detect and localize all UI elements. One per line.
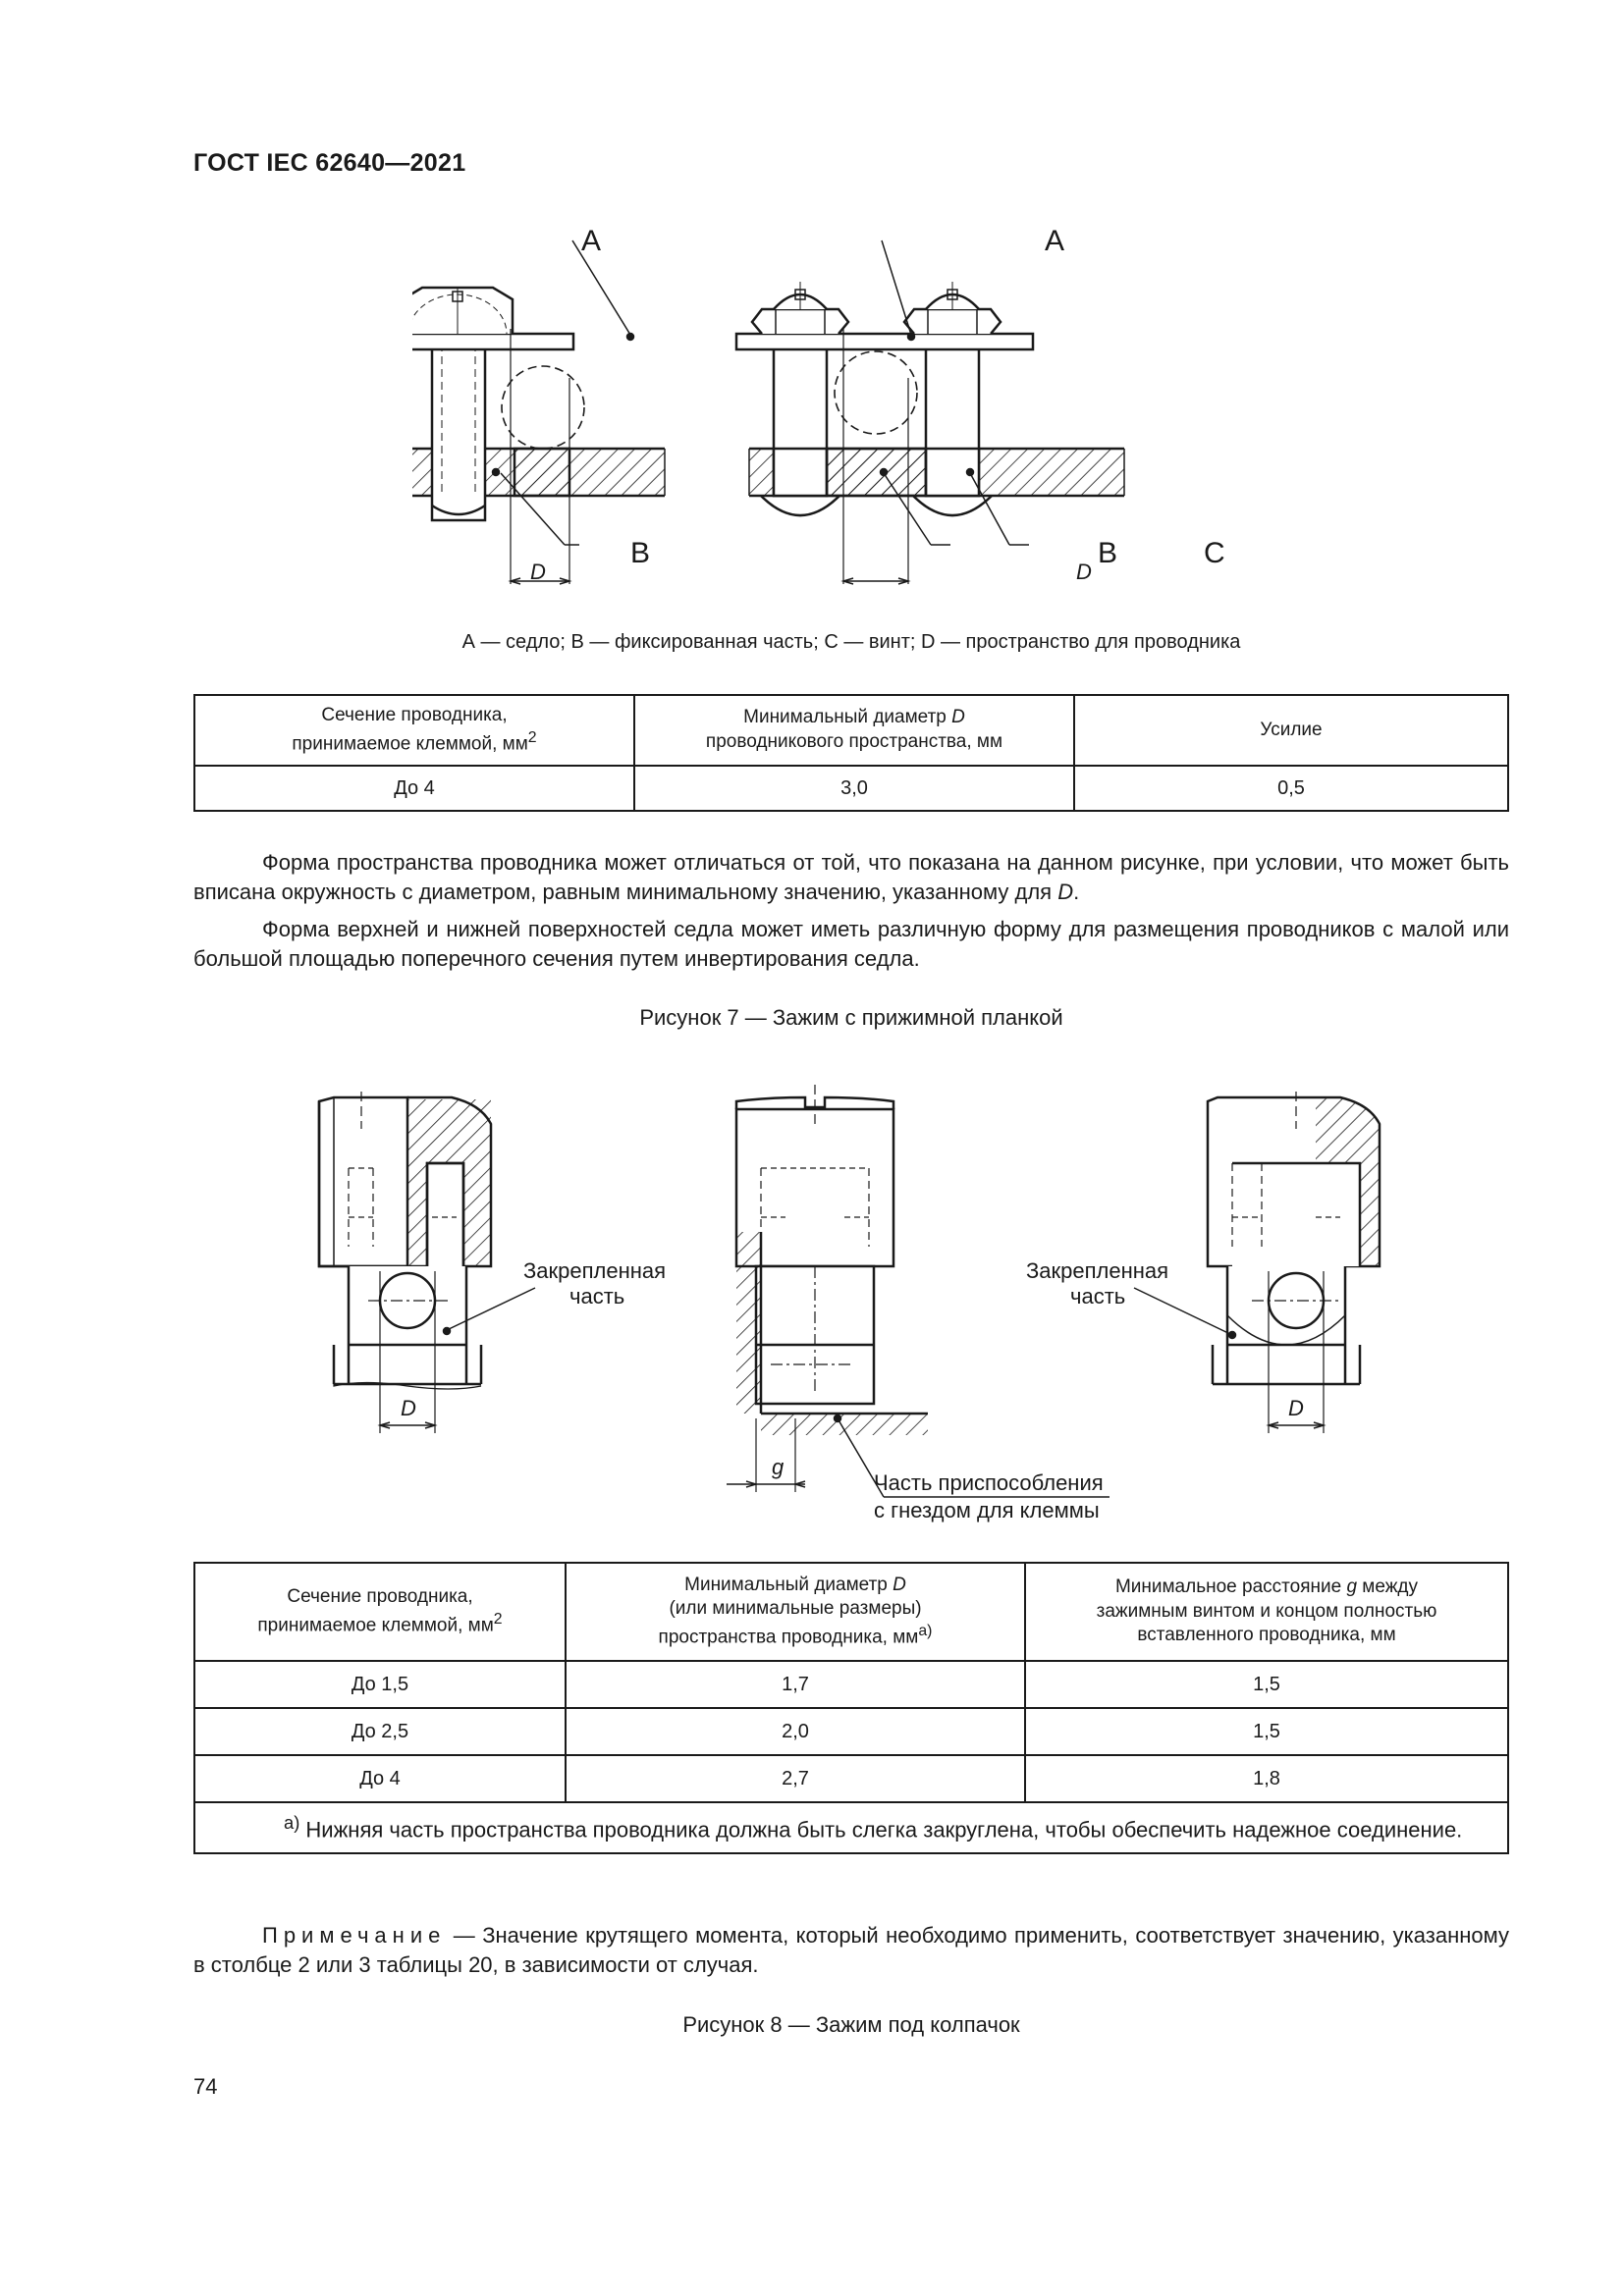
note-text: — Значение крутящего момента, который необходимо применить, соответствует значению, указанному в столбце 2 или 3 таблицы 20, в зависимости от случая. bbox=[193, 1923, 1509, 1977]
label-a-right: A bbox=[1045, 225, 1065, 257]
header-text: Минимальный диаметр bbox=[684, 1574, 893, 1595]
header-superscript: 2 bbox=[493, 1610, 503, 1628]
label-fixed-right-2: часть bbox=[1070, 1284, 1126, 1308]
header-text: проводникового пространства, мм bbox=[705, 731, 1003, 752]
label-fixed-right-1: Закрепленная bbox=[1026, 1258, 1169, 1283]
table-header-cell bbox=[1025, 1563, 1508, 1661]
label-a-left: A bbox=[581, 225, 602, 257]
header-text: между bbox=[1357, 1575, 1419, 1597]
header-text: принимаемое клеммой, мм bbox=[257, 1615, 494, 1636]
table-cell: 0,5 bbox=[1074, 766, 1508, 811]
note-label: Примечание bbox=[262, 1923, 447, 1948]
page-number: 74 bbox=[193, 2074, 218, 2099]
table-footnote bbox=[194, 1802, 1508, 1853]
label-fixed-left-2: часть bbox=[569, 1284, 625, 1308]
header-text: Усилие bbox=[1260, 719, 1323, 740]
table-row bbox=[194, 1661, 1508, 1708]
footnote-text: Нижняя часть пространства проводника должна быть слегка закруглена, чтобы обеспечить надежное соединение. bbox=[299, 1817, 1463, 1842]
label-c-right: C bbox=[1204, 537, 1225, 569]
table-header-row bbox=[194, 695, 1508, 766]
header-variable: g bbox=[1346, 1575, 1358, 1597]
table-cell: 1,7 bbox=[566, 1661, 1025, 1708]
table-cell: 2,0 bbox=[566, 1708, 1025, 1755]
header-text: Сечение проводника, bbox=[321, 705, 508, 726]
header-text: Сечение проводника, bbox=[287, 1586, 473, 1608]
paragraph-text: . bbox=[1073, 880, 1080, 904]
header-text: принимаемое клеммой, мм bbox=[292, 733, 528, 755]
clamp-drawing-fig8 bbox=[295, 1080, 1414, 1541]
label-socket-1: Часть приспособления bbox=[874, 1470, 1104, 1495]
table-cell: 1,8 bbox=[1025, 1755, 1508, 1802]
label-socket-2: с гнездом для клеммы bbox=[874, 1498, 1100, 1522]
header-variable: D bbox=[951, 707, 965, 728]
table-row bbox=[194, 1708, 1508, 1755]
label-d-right: D bbox=[1076, 560, 1092, 584]
figure-8-drawing bbox=[295, 1080, 1414, 1541]
table-cell: 1,5 bbox=[1025, 1661, 1508, 1708]
label-fixed-left-1: Закрепленная bbox=[523, 1258, 667, 1283]
label-b-right: B bbox=[1098, 537, 1118, 569]
figure-7-paragraph-2 bbox=[193, 915, 1509, 974]
figure-7-drawing bbox=[412, 221, 1257, 604]
header-superscript: 2 bbox=[527, 728, 537, 746]
table-header-cell bbox=[634, 695, 1074, 766]
clamp-drawing-fig7 bbox=[412, 221, 1257, 604]
table-row bbox=[194, 766, 1508, 811]
table-cell: 1,5 bbox=[1025, 1708, 1508, 1755]
table-cell: До 4 bbox=[194, 766, 634, 811]
document-header: ГОСТ IEC 62640—2021 bbox=[193, 149, 466, 177]
header-superscript: a) bbox=[918, 1623, 933, 1640]
header-text: пространства проводника, мм bbox=[658, 1627, 919, 1648]
label-d-fig8-right: D bbox=[1288, 1396, 1304, 1420]
header-text: зажимным винтом и концом полностью bbox=[1096, 1600, 1437, 1622]
table-cell: 2,7 bbox=[566, 1755, 1025, 1802]
figure-8-note bbox=[193, 1921, 1509, 1980]
table-footnote-row bbox=[194, 1802, 1508, 1853]
paragraph-text: Форма верхней и нижней поверхностей седла может иметь различную форму для размещения проводников с малой или большой площадью поперечного сечения путем инвертирования седла. bbox=[193, 917, 1509, 971]
label-b-left: B bbox=[630, 537, 651, 569]
header-text: Минимальный диаметр bbox=[743, 707, 952, 728]
table-row bbox=[194, 1755, 1508, 1802]
figure-7-caption: Рисунок 7 — Зажим с прижимной планкой bbox=[639, 1005, 1063, 1030]
table-header-cell bbox=[194, 695, 634, 766]
figure-7-legend: А — седло; В — фиксированная часть; С — винт; D — пространство для проводника bbox=[461, 631, 1241, 653]
table-header-cell bbox=[1074, 695, 1508, 766]
table-header-cell bbox=[566, 1563, 1025, 1661]
table-cell: До 1,5 bbox=[194, 1661, 566, 1708]
table-cell: До 4 bbox=[194, 1755, 566, 1802]
header-variable: D bbox=[893, 1574, 906, 1595]
label-d-fig8-left: D bbox=[401, 1396, 416, 1420]
table-header-row bbox=[194, 1563, 1508, 1661]
figure-8-table bbox=[193, 1562, 1509, 1854]
table-cell: До 2,5 bbox=[194, 1708, 566, 1755]
footnote-mark: a) bbox=[284, 1812, 300, 1833]
paragraph-text: Форма пространства проводника может отличаться от той, что показана на данном рисунке, при условии, что может быть вписана окружность с диаметром, равным минимальному значению, указанному для bbox=[193, 850, 1509, 904]
table-header-cell bbox=[194, 1563, 566, 1661]
figure-7-paragraph-1 bbox=[193, 848, 1509, 907]
figure-8-caption: Рисунок 8 — Зажим под колпачок bbox=[682, 2012, 1020, 2037]
label-g: g bbox=[772, 1455, 785, 1479]
table-cell: 3,0 bbox=[634, 766, 1074, 811]
paragraph-variable: D bbox=[1057, 880, 1074, 904]
label-d-left: D bbox=[530, 560, 546, 584]
header-text: (или минимальные размеры) bbox=[669, 1598, 922, 1620]
header-text: вставленного проводника, мм bbox=[1137, 1625, 1396, 1646]
header-text: Минимальное расстояние bbox=[1114, 1575, 1347, 1597]
figure-7-table bbox=[193, 694, 1509, 812]
